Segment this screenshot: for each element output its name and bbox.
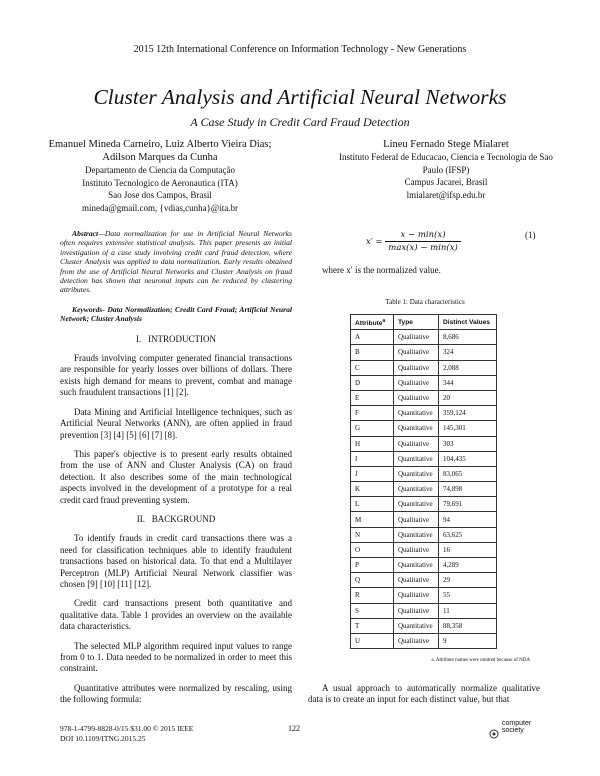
- cell-attribute: T: [351, 618, 394, 633]
- cell-distinct-values: 79,691: [439, 497, 497, 512]
- cell-distinct-values: 63,625: [439, 527, 497, 542]
- background-paragraph-2: Credit card transactions present both quantitative and qualitative data. Table 1 provides an overview on the available data characteristics.: [60, 598, 292, 632]
- cell-distinct-values: 94: [439, 512, 497, 527]
- left-column: [60, 229, 292, 714]
- cell-attribute: D: [351, 375, 394, 390]
- table-row: [351, 421, 497, 436]
- cell-distinct-values: 74,898: [439, 482, 497, 497]
- section-heading-background: II. BACKGROUND: [136, 513, 216, 524]
- background-paragraph-4: Quantitative attributes were normalized by rescaling, using the following formula:: [60, 682, 292, 705]
- cell-type: Quantitative: [394, 558, 439, 573]
- conference-header: 2015 12th International Conference on Information Technology - New Generations: [133, 44, 467, 55]
- cell-attribute: E: [351, 390, 394, 405]
- cell-attribute: P: [351, 558, 394, 573]
- abstract-label: Abstract: [72, 229, 99, 238]
- cell-attribute: R: [351, 588, 394, 603]
- table-row: [351, 497, 497, 512]
- section-heading-introduction: I. INTRODUCTION: [136, 333, 216, 344]
- table-row: [351, 360, 497, 375]
- cell-type: Quantitative: [394, 466, 439, 481]
- table-row: [351, 482, 497, 497]
- table-header-type: Type: [394, 315, 439, 330]
- abstract: [60, 229, 292, 295]
- keywords-label: Keywords-: [72, 304, 105, 314]
- cell-type: Qualitative: [394, 588, 439, 603]
- cell-distinct-values: 303: [439, 436, 497, 451]
- normalization-paragraph: A usual approach to automatically normalize qualitative data is to create an input for each distinct value, but that: [308, 683, 540, 705]
- equation-numerator: x − min(x): [385, 230, 461, 242]
- equation-note: where x′ is the normalized value.: [322, 265, 441, 275]
- table-row: [351, 558, 497, 573]
- table-row: [351, 390, 497, 405]
- table-footnote: a. Attribute names were omitted because of NDA: [431, 658, 530, 663]
- paper-title: Cluster Analysis and Artificial Neural Networks: [93, 85, 507, 109]
- equation-1: [366, 230, 461, 253]
- cell-attribute: M: [351, 512, 394, 527]
- equation-number: (1): [525, 230, 536, 240]
- cell-type: Quantitative: [394, 618, 439, 633]
- cell-type: Qualitative: [394, 345, 439, 360]
- table-row: [351, 603, 497, 618]
- cell-type: Qualitative: [394, 436, 439, 451]
- table-row: [351, 406, 497, 421]
- cell-type: Quantitative: [394, 497, 439, 512]
- table-row: [351, 466, 497, 481]
- cell-distinct-values: 359,124: [439, 406, 497, 421]
- table-row: [351, 573, 497, 588]
- table-row: [351, 512, 497, 527]
- equation-lhs: x′ =: [366, 237, 383, 247]
- cell-attribute: G: [351, 421, 394, 436]
- equation-fraction: [385, 230, 461, 253]
- author-dept: Departamento de Ciencia da Computação: [85, 165, 235, 175]
- cell-type: Quantitative: [394, 527, 439, 542]
- paper-subtitle: A Case Study in Credit Card Fraud Detection: [190, 115, 410, 129]
- table-row: [351, 375, 497, 390]
- cell-distinct-values: 344: [439, 375, 497, 390]
- cell-type: Qualitative: [394, 633, 439, 648]
- table-caption: Table 1: Data characteristics: [385, 298, 465, 306]
- table-header-attribute: Attribute$^a$: [351, 315, 394, 330]
- background-paragraph-1: To identify frauds in credit card transactions there was a need for classification techniques able to identify fraudulent transactions based on historical data. To that end a Multilayer Perceptron (MLP) Artificial Neural Network classifier was chosen [9] [10] [11] [12].: [60, 533, 292, 589]
- cell-type: Quantitative: [394, 482, 439, 497]
- intro-paragraph-2: Data Mining and Artificial Intelligence techniques, such as Artificial Neural Networks (ANN), are often applied in fraud prevention [3] [4] [5] [6] [7] [8].: [60, 406, 292, 440]
- cell-distinct-values: 8,686: [439, 330, 497, 345]
- footer-doi: DOI 10.1109/ITNG.2015.25: [60, 734, 146, 743]
- author-city: Sao Jose dos Campos, Brasil: [108, 190, 212, 201]
- cell-distinct-values: 11: [439, 603, 497, 618]
- cell-type: Quantitative: [394, 421, 439, 436]
- cell-type: Quantitative: [394, 451, 439, 466]
- author-city-right: Campus Jacarei, Brasil: [404, 177, 488, 188]
- author-names-2: Adilson Marques da Cunha: [102, 152, 218, 163]
- footer-copyright: [60, 724, 193, 744]
- logo-text: computer society: [502, 720, 532, 734]
- cell-type: Qualitative: [394, 390, 439, 405]
- cell-type: Qualitative: [394, 360, 439, 375]
- intro-paragraph-1: Frauds involving computer generated financial transactions are responsible for yearly losses over billions of dollars. There exists high demand for means to prevent, combat and manage such fraudulent transactions [1] [2].: [60, 353, 292, 398]
- footer-isbn: 978-1-4799-8828-0/15 $31.00 © 2015 IEEE: [60, 724, 194, 733]
- author-inst-right-2: Paulo (IFSP): [422, 164, 470, 175]
- cell-type: Quantitative: [394, 406, 439, 421]
- intro-paragraph-3: This paper's objective is to present early results obtained from the use of ANN and Cluster Analysis (CA) on fraud detection. It also describes some of the main technological aspects involved in the development of a prototype for a real credit card fraud preventing system.: [60, 448, 292, 505]
- cell-type: Qualitative: [394, 375, 439, 390]
- cell-distinct-values: 16: [439, 542, 497, 557]
- cell-attribute: O: [351, 542, 394, 557]
- cell-distinct-values: 145,301: [439, 421, 497, 436]
- table-row: [351, 633, 497, 648]
- cell-attribute: H: [351, 436, 394, 451]
- table-row: [351, 527, 497, 542]
- table-row: [351, 618, 497, 633]
- cell-attribute: N: [351, 527, 394, 542]
- society-logo-icon: [489, 729, 499, 739]
- cell-distinct-values: 55: [439, 588, 497, 603]
- cell-distinct-values: 9: [439, 633, 497, 648]
- cell-attribute: C: [351, 360, 394, 375]
- table-row: [351, 436, 497, 451]
- cell-attribute: F: [351, 406, 394, 421]
- cell-type: Qualitative: [394, 603, 439, 618]
- cell-attribute: J: [351, 466, 394, 481]
- cell-type: Qualitative: [394, 330, 439, 345]
- equation-denominator: max(x) − min(x): [388, 243, 458, 253]
- cell-attribute: L: [351, 497, 394, 512]
- author-name-right: Lineu Fernado Stege Mialaret: [383, 139, 509, 150]
- cell-distinct-values: 2,088: [439, 360, 497, 375]
- author-email: mineda@gmail.com, {vdias,cunha}@ita.br: [82, 202, 238, 213]
- author-block-left: [22, 138, 298, 214]
- cell-distinct-values: 88,358: [439, 618, 497, 633]
- cell-distinct-values: 83,065: [439, 466, 497, 481]
- cell-distinct-values: 29: [439, 573, 497, 588]
- table-header-row: [351, 315, 497, 330]
- author-inst-right: Instituto Federal de Educacao, Ciencia e Tecnologia de Sao: [339, 152, 553, 162]
- right-column-paragraph: [308, 683, 540, 714]
- cell-attribute: K: [351, 482, 394, 497]
- cell-attribute: I: [351, 451, 394, 466]
- keywords: [60, 305, 292, 324]
- cell-type: Qualitative: [394, 512, 439, 527]
- background-paragraph-3: The selected MLP algorithm required input values to range from 0 to 1. Data needed to be normalized in order to meet this constraint.: [60, 640, 292, 674]
- table-row: [351, 588, 497, 603]
- page-number: 122: [288, 724, 300, 733]
- cell-attribute: U: [351, 633, 394, 648]
- table-row: [351, 330, 497, 345]
- cell-attribute: Q: [351, 573, 394, 588]
- author-names: Emanuel Mineda Carneiro, Luiz Alberto Vieira Dias;: [48, 139, 272, 150]
- table-row: [351, 345, 497, 360]
- cell-attribute: B: [351, 345, 394, 360]
- cell-distinct-values: 324: [439, 345, 497, 360]
- cell-type: Qualitative: [394, 542, 439, 557]
- cell-attribute: A: [351, 330, 394, 345]
- table-header-distinct-values: Distinct Values: [439, 315, 497, 330]
- table-row: [351, 451, 497, 466]
- data-characteristics-table: [350, 314, 497, 649]
- abstract-text: —Data normalization for use in Artificial Neural Networks often requires extensive statistical analysis. This paper presents an initial investigation of a case study involving credit card fraud detection, where Cluster Analysis was applied to data normalization. Early results obtained from the use of Artificial Neural Networks and Cluster Analysis on fraud detection has shown that neuronal inputs can be reduced by clustering attributes.: [60, 229, 292, 295]
- table-row: [351, 542, 497, 557]
- cell-type: Qualitative: [394, 573, 439, 588]
- keywords-text: Data Normalization; Credit Card Fraud; Artificial Neural Network; Cluster Analysis: [60, 304, 292, 324]
- author-block-right: [308, 138, 584, 201]
- author-email-right: lmialaret@ifsp.edu.br: [406, 189, 486, 200]
- cell-attribute: S: [351, 603, 394, 618]
- cell-distinct-values: 20: [439, 390, 497, 405]
- cell-distinct-values: 104,435: [439, 451, 497, 466]
- cell-distinct-values: 4,289: [439, 558, 497, 573]
- author-inst: Instituto Tecnologico de Aeronautica (ITA): [82, 177, 238, 188]
